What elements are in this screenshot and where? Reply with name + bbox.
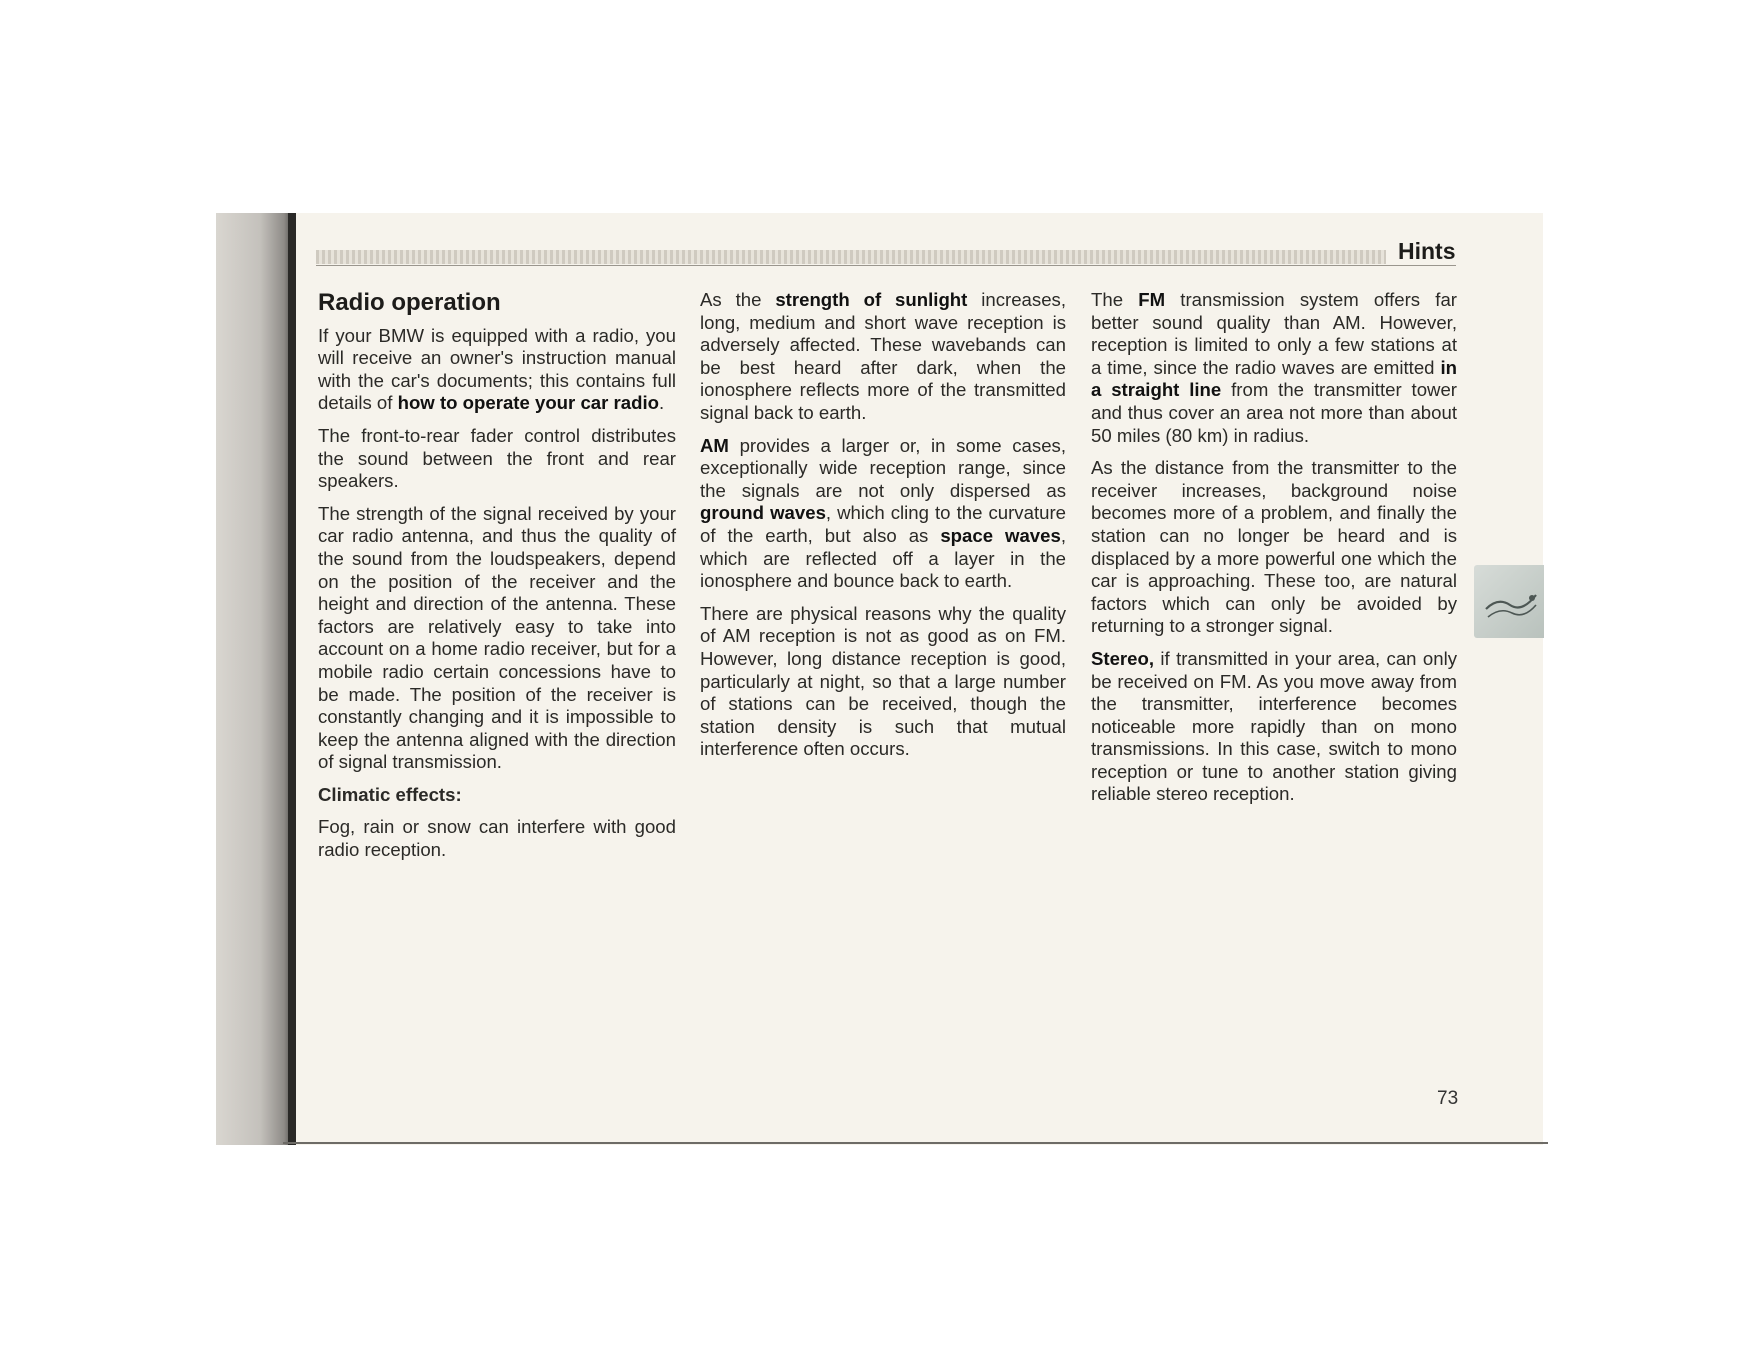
paragraph: Stereo, if transmitted in your area, can only be received on FM. As you move away from the transmitter, interference becomes noticeable more rapidly than on mono transmissions. In this case, switch to mono reception or tune to another station giving reliable stereo reception. <box>1091 647 1457 805</box>
paragraph: As the strength of sunlight increases, long, medium and short wave reception is adversely affected. These wavebands can be best heard after dark, when the ionosphere reflects more of the transmitted signal back to earth. <box>700 289 1066 423</box>
header-rule <box>316 250 1386 264</box>
header-line <box>316 265 1456 266</box>
section-title: Hints <box>1398 238 1456 264</box>
page-heading: Radio operation <box>318 289 501 316</box>
paragraph: The strength of the signal received by your car radio antenna, and thus the quality of the sound from the loudspeakers, depend on the position of the receiver and the height and direction of the antenna. These factors are relatively easy to take into account on a home radio receiver, but for a mobile radio certain concessions have to be made. The position of the receiver is constantly changing and it is impossible to keep the antenna aligned with the direction of signal transmission. <box>318 502 676 773</box>
paragraph: Fog, rain or snow can interfere with good radio reception. <box>318 816 676 861</box>
column-2 <box>700 289 1066 771</box>
page-number: 73 <box>1437 1088 1459 1109</box>
paragraph: As the distance from the transmitter to the receiver increases, background noise becomes more of a problem, and finally the station can no longer be heard and is displaced by a more powerful one which the car is approaching. These too, are natural factors which can only be avoided by returning to a stronger signal. <box>1091 457 1457 637</box>
paragraph: The front-to-rear fader control distributes the sound between the front and rear speakers. <box>318 424 676 492</box>
page-bottom-edge <box>283 1142 1548 1144</box>
column-1 <box>318 289 676 872</box>
section-tab <box>1474 565 1544 638</box>
paragraph: There are physical reasons why the quality of AM reception is not as good as on FM. However, long distance reception is good, particularly at night, so that a large number of stations can be received, though the station density is such that mutual interference often occurs. <box>700 602 1066 760</box>
paragraph: The FM transmission system offers far better sound quality than AM. However, reception is limited to only a few stations at a time, since the radio waves are emitted in a straight line from the transmitter tower and thus cover an area not more than about 50 miles (80 km) in radius. <box>1091 289 1457 446</box>
subheading: Climatic effects: <box>318 783 462 805</box>
paragraph: AM provides a larger or, in some cases, exceptionally wide reception range, since the signals are not only dispersed as ground waves, which cling to the curvature of the earth, but also as space waves, which are reflected off a layer in the ionosphere and bounce back to earth. <box>700 434 1066 592</box>
paragraph: If your BMW is equipped with a radio, you will receive an owner's instruction manual with the car's documents; this contains full details of how to operate your car radio. <box>318 324 676 414</box>
left-page-edge <box>216 213 296 1145</box>
column-3 <box>1091 289 1457 816</box>
